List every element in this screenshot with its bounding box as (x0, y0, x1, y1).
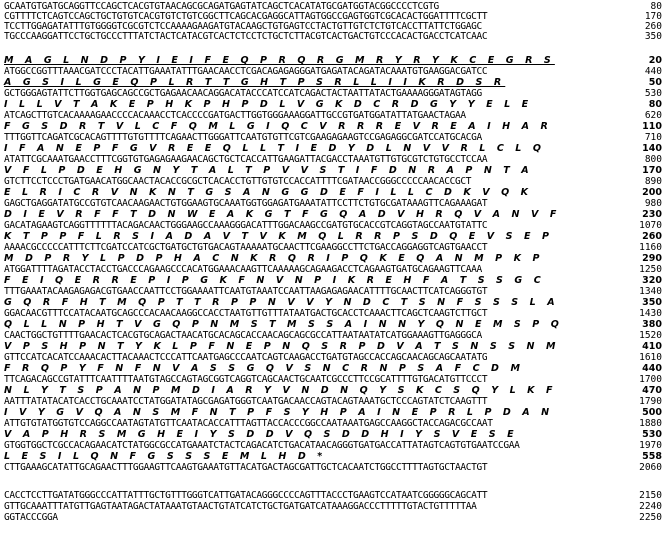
nt-sequence: TTCAGACAGCCGTATTTCAATTTTAATGTAGCCAGTAGCGGTCAGGTCAGCAACTGCAATCGCCCTTCCGCATTTTGTGACATGTTCCCT (4, 374, 488, 385)
residue-number: 410 (642, 341, 662, 352)
position-number: 1610 (639, 352, 662, 363)
nt-sequence: AATTTATATACATCACCTGCAAATCCTATGGATATAGCGAGATGGGTCAATGACAACCAGTACAGTAAATGCTCCCAGTATCTCAAGTTT (4, 396, 488, 407)
nt-row-24 (0, 491, 666, 501)
aa-sequence: Q L L N P H T V G Q P N M S T M S S A I N N Y Q N E M S P Q (4, 319, 563, 330)
aa-row-6 (0, 166, 666, 176)
aa-sequence: I V Y G V Q A N S M F N T P F S Y H P A I N E P R L P D A N (4, 407, 554, 418)
position-number: 1160 (639, 242, 662, 253)
nt-sequence: GACATAGAAGTCAGGTTTTTTACAGACAACTGGGAAGCCAAAGGGACATTTGGACAAGCCGATGTGCACCGTCAGGTAGCCAATGTATTC (4, 220, 488, 231)
nt-row-19 (0, 375, 666, 385)
position-number: 800 (644, 154, 662, 165)
residue-number: 50 (648, 77, 662, 88)
nt-sequence: TTTGGTTCAGATCGCACAGTTTTGTGTTTTCAGAACTTGGGATTCAATGTGTTCGTCGAAGAGAAGTCCGAGAGGCGATCCATGCACGA (4, 132, 482, 143)
nt-row-8 (0, 133, 666, 143)
residue-number: 290 (642, 253, 662, 264)
position-number: 890 (644, 176, 662, 187)
residue-number: 500 (642, 407, 662, 418)
nt-row-26 (0, 513, 666, 523)
residue-number: 470 (642, 385, 662, 396)
nt-sequence: ATGGATTTTAGATACCTACCTGACCCAGAAGCCCACATGGAAACAAGTTCAAAAAGCAGAAGACCTCAGAAGTGATGCAGAAGTTCAAA (4, 264, 482, 275)
aa-row-1 (0, 56, 666, 66)
residue-number: 530 (642, 429, 662, 440)
nt-sequence: GCTGGGAGTATTCTTGGTGAGCAGCCGCTGAGAACAACAGGACATACCCATCCATCAGACTACTAATTATACTGAAAAGGGATAGTAGG (4, 88, 482, 99)
aa-row-3 (0, 100, 666, 110)
nt-sequence: ATTGTGTATGGTGTCCAGGCCAATAGTATGTTCAATACACCATTTAGTTACCACCCGGCCAATAAATGAGCCAAGGCTACCAGACGCCAAT (4, 418, 493, 429)
aa-sequence: V A P H R S M G H E I Y S D D V Q S D D H I Y S V E S E (4, 429, 518, 440)
aa-sequence: F G S D R T V L C F Q M L G I Q C V R R R E V R E A I H A R (4, 121, 552, 132)
position-number: 1340 (639, 286, 662, 297)
nt-row-25 (0, 502, 666, 512)
nt-sequence: ATGGCCGGTTTAAACGATCCCTACATTGAAATATTTGAACAACCTCGACAGAGAGGGATGAGATACAGATACAAATGTGAAGGACGATCC (4, 66, 488, 77)
position-number: 2240 (639, 501, 662, 512)
aa-row-9 (0, 232, 666, 242)
aa-sequence: M A G L N D P Y I E I F E Q P R Q R G M R Y R Y K C E G R S (4, 55, 555, 66)
nt-row-20 (0, 397, 666, 407)
aa-row-4 (0, 122, 666, 132)
aa-sequence: V F L P D E H G N Y T A L T P V V S T I F D N R A P N T A (4, 165, 533, 176)
residue-number: 260 (642, 231, 662, 242)
position-number: 2060 (639, 462, 662, 473)
aa-row-11 (0, 276, 666, 286)
position-number: 1700 (639, 374, 662, 385)
nt-sequence: CAACTGGCTGTTTTGAACACTCACGTGCAGACTAACATGCACAGCACCAACAGCAGCGCCATTAATAATATCATGGAAAGTTGAGGGCA (4, 330, 482, 341)
position-number: 980 (644, 198, 662, 209)
residue-number: 558 (642, 451, 662, 462)
residue-number: 320 (642, 275, 662, 286)
nt-row-13 (0, 243, 666, 253)
aa-sequence: D I E V R F F T D N W E A K G T F G Q A D V H R Q V A N V F (4, 209, 561, 220)
position-number: 1790 (639, 396, 662, 407)
nt-sequence: TCCTTGGAGATATTTGTGGGGTCGCGTCTCCAAAAGAAGATGTACAAGCTGTGAGTCCTACTGTTGTCTCTGTCACCTTATTCTGGAGC (4, 21, 482, 32)
nt-sequence: GGTACCCGGA (4, 512, 58, 523)
aa-sequence: A G S I L G E Q P L R T T G H T P S R L L I I K R D S R (4, 77, 506, 88)
position-number: 710 (644, 132, 662, 143)
residue-number: 380 (642, 319, 662, 330)
nt-row-11 (0, 199, 666, 209)
nt-sequence: TGCCCAAGGATTCCTGCTGCCCTTTATCTACTCATACGTCACTCTCCTCTGCTCTTACGTCACTGACTGTCCCACACTGACCTCATCAAC (4, 31, 488, 42)
aa-sequence: G Q R F H T M Q P T T R P P N V V Y N D C T S N F S S S L A (4, 297, 559, 308)
aa-row-2 (0, 78, 666, 88)
aa-sequence: M D P R Y L P D P H A C N K R Q R I P Q K E Q A N M P K P (4, 253, 544, 264)
aa-row-17 (0, 408, 666, 418)
aa-row-19 (0, 452, 666, 462)
nt-row-23 (0, 463, 666, 473)
position-number: 1970 (639, 440, 662, 451)
aa-row-14 (0, 342, 666, 352)
nt-sequence: GTGGTGGCTCGCCACAGAACATCTATGGCGCCATGAAATCTACTCAGACATCTGACATAACAGGGTGATGACCATTATAGTCAGTGTGAATCCGAA (4, 440, 520, 451)
residue-number: 80 (648, 99, 662, 110)
nt-row-9 (0, 155, 666, 165)
residue-number: 350 (642, 297, 662, 308)
position-number: 530 (644, 88, 662, 99)
nt-row-21 (0, 419, 666, 429)
nt-row-5 (0, 67, 666, 77)
position-number: 2250 (639, 512, 662, 523)
nt-row-16 (0, 309, 666, 319)
position-number: 1880 (639, 418, 662, 429)
aa-sequence: V P S H P N T Y K L P F N E P N Q S R P D V A T S N S S N M (4, 341, 560, 352)
aa-row-7 (0, 188, 666, 198)
aa-row-15 (0, 364, 666, 374)
position-number: 350 (644, 31, 662, 42)
position-number: 1430 (639, 308, 662, 319)
residue-number: 140 (642, 143, 662, 154)
aa-row-12 (0, 298, 666, 308)
nt-sequence: CGTTTTCTCAGTCCAGCTGCTGTGTCACGTGTCTGTCGGCTTCAGCACGAGGCATTAGTGGCCGAGTGGTCGCACACTGGATTTTCGCTT (4, 11, 488, 22)
nt-row-7 (0, 111, 666, 121)
nt-sequence: ATCAGCTTGTCACAAAAGAACCCCACAAACCTCACCCCGATGACTTGGTGGGAAAGGATTGCCGTGATGGATATTATGAACTAGAA (4, 110, 466, 121)
aa-row-16 (0, 386, 666, 396)
nt-row-10 (0, 177, 666, 187)
position-number: 1250 (639, 264, 662, 275)
position-number: 2150 (639, 490, 662, 501)
aa-sequence: F E I Q E R R E P I P G K F N V N P I K R E H F A T S S G C (4, 275, 545, 286)
nt-row-22 (0, 441, 666, 451)
position-number: 1070 (639, 220, 662, 231)
nt-row-17 (0, 331, 666, 341)
residue-number: 440 (642, 363, 662, 374)
nt-row-18 (0, 353, 666, 363)
position-number: 170 (644, 11, 662, 22)
nt-row-12 (0, 221, 666, 231)
aa-sequence: I F A N E P F G V R E E Q L L T I E D Y D L N V V R L C L Q (4, 143, 546, 154)
nt-row-6 (0, 89, 666, 99)
nt-sequence: GGACAACGTTTCCATACAATGCAGCCCACAACAAGGCCACCTAATGTTGTTTATAATGACTGCACCTCAAACTTCAGCTCAAGTCTTGCT (4, 308, 488, 319)
residue-number: 110 (642, 121, 662, 132)
nt-row-15 (0, 287, 666, 297)
nt-sequence: CACCTCCTTGATATGGGCCCATTATTTGCTGTTTGGGTCATTGATACAGGGCCCCAGTTTACCCTGAAGTCCATAATCGGGGGCAGCATT (4, 490, 488, 501)
position-number: 80 (650, 1, 662, 12)
nt-row-4 (0, 32, 666, 42)
aa-row-5 (0, 144, 666, 154)
aa-sequence: K T P P F L R S I A D A V T V K M Q L R R P S D Q E V S E P (4, 231, 554, 242)
aa-row-13 (0, 320, 666, 330)
nt-sequence: AAAACGCCCCCATTTCTTCGATCCATCGCTGATGCTGTGACAGTAAAAATGCAACTTCGAAGGCCTTCTGACCAGGAGGTCAGTGAACCT (4, 242, 488, 253)
position-number: 260 (644, 21, 662, 32)
nt-sequence: GAGCTGAGGATATGCCGTGTCAACAAGAACTGTGGAAGTGCAAATGGTGGAGATGAAATATTCCTTCTGTGCGATAAAGTTCAGAAAGAT (4, 198, 488, 209)
aa-sequence: N L Y T S P A N P M D I A R Y V N D N Q Y S K C S Q Y L K F (4, 385, 557, 396)
aa-sequence: L E S I L Q N F G S S S E M L H D * (4, 451, 327, 462)
residue-number: 230 (642, 209, 662, 220)
nt-sequence: ATATTCGCAAATGAACCTTTCGGTGTGAGAGAAGAACAGCTGCTCACCATTGAAGATTACGACCTAAATGTTGTGCGTCTGTGCCTCCAA (4, 154, 488, 165)
nt-sequence: GCAATGTGATGCAGGTTCCAGCTCACGTGTAACAGCGCAGATGAGTATCAGCTCACATATGCGATGGTACGGCCCCTCGTG (4, 1, 439, 12)
aa-sequence: F R Q P Y F N F N V A S S G Q V S N C R N P S A F C D M (4, 363, 525, 374)
aa-row-10 (0, 254, 666, 264)
residue-number: 20 (648, 55, 662, 66)
position-number: 1520 (639, 330, 662, 341)
aa-sequence: I L L V T A K E P H K P H P D L V G K D C R D G Y Y E L E (4, 99, 533, 110)
nt-row-14 (0, 265, 666, 275)
nt-sequence: GTTGCAAATTTATGTTGAGTAATAGACTATAAATGTAACTGTATCATCTGCTGATGATCATAAAGGACCCTTTTTGTACTGTTTTTAA (4, 501, 477, 512)
aa-row-8 (0, 210, 666, 220)
nt-sequence: CTTGAAAGCATATTGCAGAACTTTGGAAGTTCAAGTGAAATGTTACATGACTAGCGATTGCTCACAATCTGGCCTTTTAGTGCTAACTGT (4, 462, 488, 473)
nt-sequence: TTTGAAATACAAGAGAGACGTGAACCAATTCCTGGAAAATTCAATGTAAATCCAATTAAGAGAGAACATTTTGCAACTTCATCAGGGTGT (4, 286, 488, 297)
nt-sequence: GTCTTCCTCCCTGATGAACATGGCAACTACACCGCGCTCACACCTGTTGTGTCCACCATTTTCGATAACCGGGCCCCCAACACCGCT (4, 176, 472, 187)
position-number: 620 (644, 110, 662, 121)
aa-row-18 (0, 430, 666, 440)
residue-number: 200 (642, 187, 662, 198)
position-number: 440 (644, 66, 662, 77)
residue-number: 170 (642, 165, 662, 176)
nt-sequence: GTTCCATCACATCCAAACACTTACAAACTCCCATTCAATGAGCCCAATCAGTCAAGACCTGATGTAGCCACCAGCAACAGCAGCAATATG (4, 352, 488, 363)
aa-sequence: E L R I C R V N K N T G S A N G G D E F I L L C D K V Q K (4, 187, 533, 198)
